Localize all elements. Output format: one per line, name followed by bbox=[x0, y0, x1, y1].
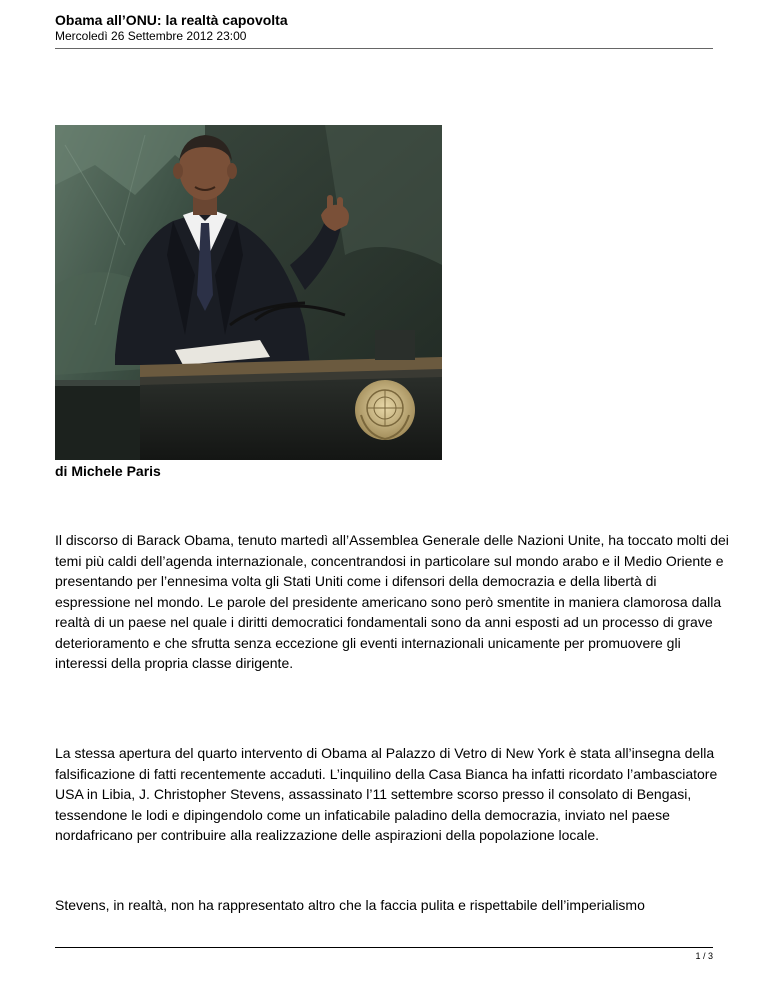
article-paragraph: Il discorso di Barack Obama, tenuto martedì all’Assemblea Generale delle Nazioni Unite, ha toccato molti dei temi più caldi dell’agenda internazionale, concentrandosi in particolare sul mondo arabo e il Medio Oriente e presentando per l’ennesima volta gli Stati Uniti come i difensori della democrazia e della libertà di espressione nel mondo. Le parole del presidente americano sono però smentite in maniera clamorosa dalla realtà di un paese nel quale i diritti democratici fondamentali sono da anni esposti ad un processo di grave deterioramento e che sfrutta senza eccezione gli eventi internazionali unicamente per promuovere gli interessi della propria classe dirigente. bbox=[55, 532, 729, 671]
publish-date: Mercoledì 26 Settembre 2012 23:00 bbox=[55, 29, 247, 43]
speaker-at-podium-photo bbox=[55, 125, 442, 460]
article-paragraph: Stevens, in realtà, non ha rappresentato altro che la faccia pulita e rispettabile dell’imperialismo bbox=[55, 897, 645, 913]
photo-illustration bbox=[55, 125, 442, 460]
article-byline: di Michele Paris bbox=[55, 463, 161, 479]
page-number: 1 / 3 bbox=[695, 951, 713, 961]
article-paragraph: La stessa apertura del quarto intervento di Obama al Palazzo di Vetro di New York è stata all’insegna della falsificazione di fatti recentemente accaduti. L’inquilino della Casa Bianca ha infatti ricordato l’ambasciatore USA in Libia, J. Christopher Stevens, assassinato l’11 settembre scorso presso il consolato di Bengasi, tessendone le lodi e dipingendolo come un infaticabile paladino della democrazia, inviato nel paese nordafricano per contribuire alla realizzazione delle aspirazioni della popolazione locale. bbox=[55, 745, 718, 843]
page-header bbox=[55, 12, 713, 44]
article-title: Obama all’ONU: la realtà capovolta bbox=[55, 12, 288, 28]
footer-divider bbox=[55, 947, 713, 948]
header-divider bbox=[55, 48, 713, 49]
